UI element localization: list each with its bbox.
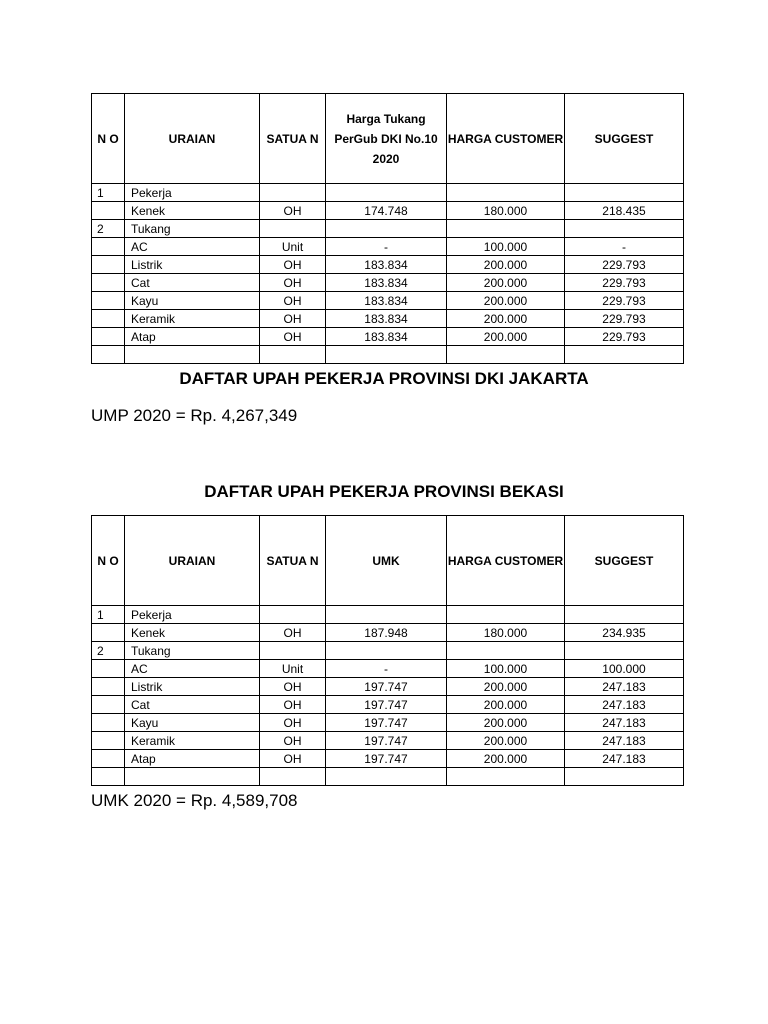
cell-no — [92, 624, 125, 642]
cell-uraian: Keramik — [125, 310, 260, 328]
cell-uraian: AC — [125, 660, 260, 678]
header-umk: UMK — [326, 516, 447, 606]
cell-harga: 197.747 — [326, 750, 447, 768]
cell-uraian — [125, 346, 260, 364]
cell-suggest: 229.793 — [565, 310, 684, 328]
cell-no — [92, 256, 125, 274]
cell-harga — [326, 642, 447, 660]
table-row — [92, 238, 684, 256]
header-satuan: SATUA N — [260, 516, 326, 606]
cell-uraian: Atap — [125, 750, 260, 768]
dki-wage-table — [91, 93, 684, 364]
umk-note: UMK 2020 = Rp. 4,589,708 — [91, 791, 298, 810]
cell-suggest: 247.183 — [565, 696, 684, 714]
cell-uraian: Cat — [125, 696, 260, 714]
cell-harga: 187.948 — [326, 624, 447, 642]
header-harga-customer: HARGA CUSTOMER — [447, 516, 565, 606]
dki-table-title: DAFTAR UPAH PEKERJA PROVINSI DKI JAKARTA — [179, 369, 589, 388]
table-row — [92, 660, 684, 678]
cell-uraian: Tukang — [125, 642, 260, 660]
header-uraian: URAIAN — [125, 516, 260, 606]
cell-no — [92, 732, 125, 750]
cell-no: 2 — [92, 220, 125, 238]
cell-customer: 200.000 — [447, 292, 565, 310]
cell-satuan: Unit — [260, 660, 326, 678]
table-header-row — [92, 94, 684, 184]
cell-satuan: OH — [260, 292, 326, 310]
cell-uraian: Pekerja — [125, 606, 260, 624]
cell-harga — [326, 346, 447, 364]
cell-customer — [447, 642, 565, 660]
cell-customer: 100.000 — [447, 660, 565, 678]
cell-no — [92, 274, 125, 292]
cell-no — [92, 346, 125, 364]
ump-note: UMP 2020 = Rp. 4,267,349 — [91, 406, 298, 425]
table-row — [92, 624, 684, 642]
cell-customer: 200.000 — [447, 714, 565, 732]
cell-uraian: Kenek — [125, 202, 260, 220]
bekasi-table-title: DAFTAR UPAH PEKERJA PROVINSI BEKASI — [204, 482, 564, 501]
cell-suggest: 247.183 — [565, 732, 684, 750]
cell-no — [92, 292, 125, 310]
cell-uraian: Cat — [125, 274, 260, 292]
cell-suggest: 100.000 — [565, 660, 684, 678]
cell-uraian: Listrik — [125, 678, 260, 696]
cell-no — [92, 238, 125, 256]
cell-customer: 200.000 — [447, 310, 565, 328]
cell-no — [92, 202, 125, 220]
table-header-row — [92, 516, 684, 606]
cell-satuan — [260, 768, 326, 786]
cell-satuan: OH — [260, 678, 326, 696]
cell-uraian: Atap — [125, 328, 260, 346]
table-row — [92, 678, 684, 696]
header-no: N O — [92, 516, 125, 606]
cell-no — [92, 714, 125, 732]
cell-harga: 183.834 — [326, 328, 447, 346]
cell-no — [92, 660, 125, 678]
cell-suggest: 247.183 — [565, 714, 684, 732]
cell-satuan: OH — [260, 624, 326, 642]
cell-harga — [326, 768, 447, 786]
cell-customer: 180.000 — [447, 202, 565, 220]
cell-harga: - — [326, 660, 447, 678]
cell-uraian: Kayu — [125, 292, 260, 310]
table-row — [92, 714, 684, 732]
cell-customer — [447, 606, 565, 624]
cell-suggest — [565, 184, 684, 202]
cell-uraian: Kayu — [125, 714, 260, 732]
cell-no — [92, 328, 125, 346]
cell-harga: 197.747 — [326, 696, 447, 714]
cell-suggest: 229.793 — [565, 256, 684, 274]
table-row — [92, 768, 684, 786]
table-row — [92, 346, 684, 364]
cell-no: 2 — [92, 642, 125, 660]
cell-suggest: 229.793 — [565, 328, 684, 346]
cell-harga: 183.834 — [326, 256, 447, 274]
cell-suggest — [565, 220, 684, 238]
dki-table-body — [92, 184, 684, 364]
cell-suggest: 247.183 — [565, 678, 684, 696]
cell-harga: 197.747 — [326, 678, 447, 696]
cell-uraian: Listrik — [125, 256, 260, 274]
cell-satuan: OH — [260, 732, 326, 750]
cell-harga: 197.747 — [326, 732, 447, 750]
cell-harga — [326, 220, 447, 238]
table-row — [92, 328, 684, 346]
cell-customer: 100.000 — [447, 238, 565, 256]
cell-satuan: OH — [260, 750, 326, 768]
cell-harga: - — [326, 238, 447, 256]
cell-harga: 174.748 — [326, 202, 447, 220]
cell-satuan: OH — [260, 310, 326, 328]
bekasi-wage-table — [91, 515, 684, 786]
header-no: N O — [92, 94, 125, 184]
table-row — [92, 220, 684, 238]
cell-customer: 200.000 — [447, 328, 565, 346]
table-row — [92, 606, 684, 624]
cell-no — [92, 750, 125, 768]
cell-no: 1 — [92, 606, 125, 624]
cell-satuan: OH — [260, 274, 326, 292]
cell-customer: 200.000 — [447, 678, 565, 696]
table-row — [92, 274, 684, 292]
header-uraian: URAIAN — [125, 94, 260, 184]
cell-suggest — [565, 768, 684, 786]
table-row — [92, 696, 684, 714]
cell-satuan — [260, 220, 326, 238]
cell-satuan — [260, 642, 326, 660]
table-row — [92, 642, 684, 660]
cell-uraian: AC — [125, 238, 260, 256]
table-row — [92, 184, 684, 202]
cell-no — [92, 678, 125, 696]
cell-suggest: 234.935 — [565, 624, 684, 642]
cell-satuan: OH — [260, 696, 326, 714]
cell-suggest — [565, 346, 684, 364]
cell-uraian — [125, 768, 260, 786]
cell-satuan: OH — [260, 202, 326, 220]
cell-no — [92, 310, 125, 328]
cell-customer: 200.000 — [447, 750, 565, 768]
cell-harga — [326, 606, 447, 624]
header-harga-tukang: Harga Tukang PerGub DKI No.10 2020 — [326, 94, 447, 184]
cell-customer — [447, 768, 565, 786]
cell-satuan: OH — [260, 256, 326, 274]
header-suggest: SUGGEST — [565, 94, 684, 184]
cell-uraian: Keramik — [125, 732, 260, 750]
table-row — [92, 202, 684, 220]
cell-customer: 200.000 — [447, 256, 565, 274]
cell-no — [92, 768, 125, 786]
table-row — [92, 256, 684, 274]
cell-suggest: - — [565, 238, 684, 256]
cell-customer — [447, 220, 565, 238]
table-row — [92, 750, 684, 768]
cell-suggest: 247.183 — [565, 750, 684, 768]
cell-satuan: Unit — [260, 238, 326, 256]
header-satuan: SATUA N — [260, 94, 326, 184]
header-suggest: SUGGEST — [565, 516, 684, 606]
table-row — [92, 310, 684, 328]
cell-uraian: Pekerja — [125, 184, 260, 202]
cell-customer: 200.000 — [447, 732, 565, 750]
cell-satuan: OH — [260, 714, 326, 732]
cell-satuan — [260, 184, 326, 202]
cell-customer: 200.000 — [447, 274, 565, 292]
cell-uraian: Kenek — [125, 624, 260, 642]
cell-suggest: 229.793 — [565, 274, 684, 292]
cell-uraian: Tukang — [125, 220, 260, 238]
cell-customer: 180.000 — [447, 624, 565, 642]
cell-satuan — [260, 346, 326, 364]
table-row — [92, 732, 684, 750]
cell-harga: 197.747 — [326, 714, 447, 732]
bekasi-table-body — [92, 606, 684, 786]
cell-customer — [447, 346, 565, 364]
cell-harga: 183.834 — [326, 292, 447, 310]
cell-customer — [447, 184, 565, 202]
cell-suggest: 218.435 — [565, 202, 684, 220]
cell-no: 1 — [92, 184, 125, 202]
cell-satuan: OH — [260, 328, 326, 346]
cell-suggest: 229.793 — [565, 292, 684, 310]
table-row — [92, 292, 684, 310]
cell-satuan — [260, 606, 326, 624]
cell-harga: 183.834 — [326, 310, 447, 328]
cell-suggest — [565, 606, 684, 624]
cell-harga: 183.834 — [326, 274, 447, 292]
cell-suggest — [565, 642, 684, 660]
header-harga-customer: HARGA CUSTOMER — [447, 94, 565, 184]
cell-customer: 200.000 — [447, 696, 565, 714]
cell-harga — [326, 184, 447, 202]
cell-no — [92, 696, 125, 714]
